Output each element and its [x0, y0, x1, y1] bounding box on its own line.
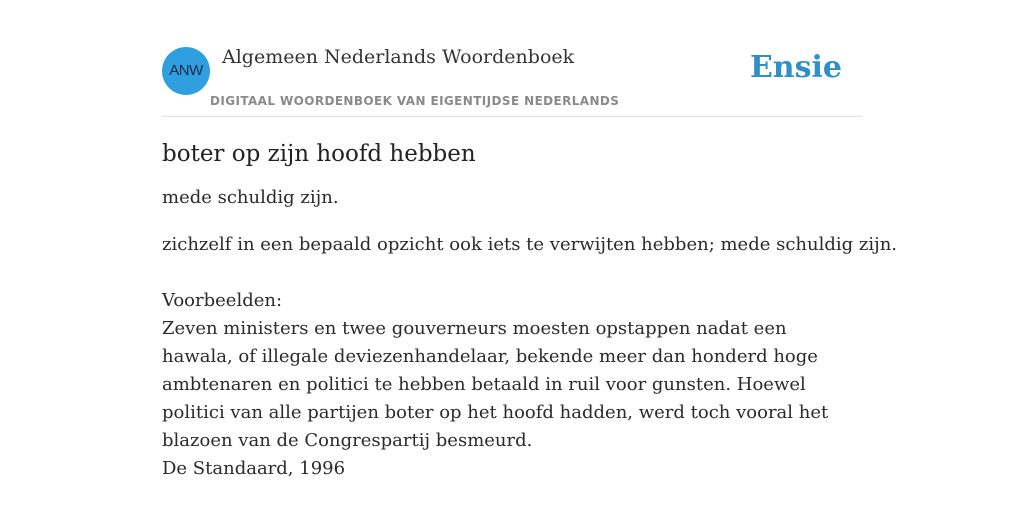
- anw-logo[interactable]: ANW: [162, 47, 210, 95]
- dictionary-name[interactable]: Algemeen Nederlands Woordenboek: [222, 46, 575, 68]
- entry-content: [162, 138, 898, 483]
- example-text: Zeven ministers en twee gouverneurs moesten opstappen nadat een hawala, of illegale deviezenhandelaar, bekende meer dan honderd hoge ambtenaren en politici te hebben betaald in ruil voor gunsten. Hoewel politici van alle partijen boter op het hoofd hadden, werd toch vooral het blazoen van de Congrespartij besmeurd.: [162, 318, 829, 451]
- ensie-brand-logo[interactable]: Ensie: [749, 50, 842, 85]
- entry-term: boter op zijn hoofd hebben: [162, 141, 476, 167]
- examples-section: [162, 287, 862, 483]
- short-definition: mede schuldig zijn.: [162, 187, 339, 208]
- examples-label: Voorbeelden:: [162, 290, 283, 311]
- long-definition: zichzelf in een bepaald opzicht ook iets te verwijten hebben; mede schuldig zijn.: [162, 234, 898, 255]
- dictionary-subtitle: DIGITAAL WOORDENBOEK VAN EIGENTIJDSE NEDERLANDS: [210, 94, 620, 108]
- example-source: De Standaard, 1996: [162, 458, 346, 479]
- header: [162, 44, 862, 117]
